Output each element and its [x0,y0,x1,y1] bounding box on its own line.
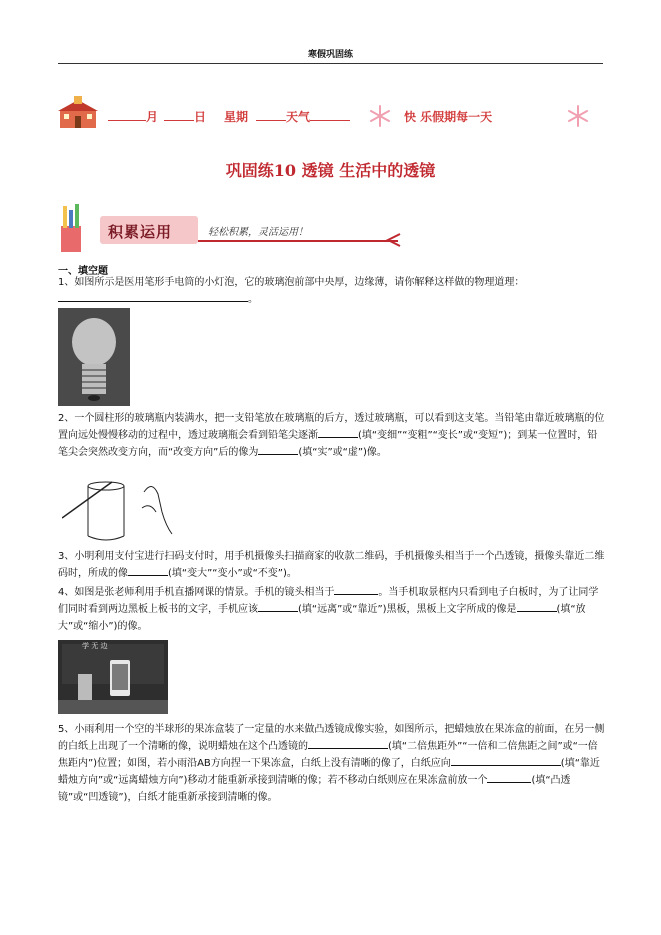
section-banner [58,204,403,256]
answer-blank[interactable] [517,601,557,612]
date-day-label: 日 [194,110,207,124]
livestream-classroom-photo [58,640,168,714]
question-4: 4、如图是张老师利用手机直播网课的情景。手机的镜头相当于 。当手机取景框内只看到电子白板时，为了让同学们同时看到两边黑板上板书的文字，手机应该 (填“远离”或“靠近”)黑板，黑板上文字所成的像是 (填“放大”或“缩小”)的像。 [58,584,606,635]
answer-blank[interactable] [258,601,298,612]
question-1: 1、如图所示是医用笔形手电筒的小灯泡，它的玻璃泡前部中央厚，边缘薄，请你解释这样做的物理道理： 。 [58,277,525,305]
answer-blank[interactable] [58,291,248,302]
snowflake-icon [368,104,392,128]
question-2: 2、一个圆柱形的玻璃瓶内装满水，把一支铅笔放在玻璃瓶的后方，透过玻璃瓶，可以看到这支笔。当铅笔由靠近玻璃瓶的位置向远处慢慢移动的过程中，透过玻璃瓶会看到铅笔尖逐渐 (填“变细”“变粗”“变长”或“变短”)；到某一位置时，铅笔尖会突然改变方向，而“改变方向”后的像为 (填“实”或“虚”)像。 [58,413,605,458]
question-5: 5、小雨利用一个空的半球形的果冻盒装了一定量的水来做凸透镜成像实验，如图所示，把蜡烛放在果冻盒的前面，在另一侧的白纸上出现了一个清晰的像，说明蜡烛在这个凸透镜的 (填“二倍焦距外”“一倍和二倍焦距之间”或“一倍焦距内”)位置；如图，若小雨沿AB方向捏一下果冻盒，白纸上没有清晰的像了，白纸应向 (填“靠近蜡烛方向”或“远离蜡烛方向”)移动才能重新承接到清晰的像；若不移动白纸则应在果冻盒前放一个 (填“凸透镜”或“凹透镜”)，白纸才能重新承接到清晰的像。 [58,724,605,803]
school-building-icon [58,96,98,130]
page-header-title: 寒假巩固练 [307,50,353,60]
answer-blank[interactable] [487,772,531,783]
page-title: 巩固练10 透镜 生活中的透镜 [225,161,436,180]
date-month-label: 月 [146,110,159,124]
date-row [58,96,603,142]
date-slogan: 快 乐假期每一天 [404,110,493,124]
answer-blank[interactable] [308,738,388,749]
answer-blank[interactable] [128,565,168,576]
date-weather-label: 天气 [286,110,311,124]
question-3: 3、小明利用支付宝进行扫码支付时，用手机摄像头扫描商家的收款二维码，手机摄像头相当于一个凸透镜，摄像头靠近二维码时，所成的像 (填“变大”“变小”或“不变”)。 [58,551,605,579]
arrow-left-icon [384,232,402,248]
answer-blank[interactable] [318,427,358,438]
section-heading: 一、填空题 [58,266,108,277]
glass-bottle-sketch [62,478,182,544]
bulb-photo [58,308,130,406]
banner-arrow-line [198,240,398,242]
banner-subtitle: 轻松积累，灵活运用！ [208,227,308,238]
answer-blank[interactable] [258,444,298,455]
date-weekday-label: 星期 [224,110,249,124]
answer-blank[interactable] [334,584,378,595]
snowflake-icon [566,104,590,128]
blackboard-text: 学 无 边 [82,642,108,650]
pencil-cup-icon [58,204,84,254]
banner-label: 积累运用 [108,223,173,241]
answer-blank[interactable] [451,755,561,766]
header-divider [58,63,603,64]
